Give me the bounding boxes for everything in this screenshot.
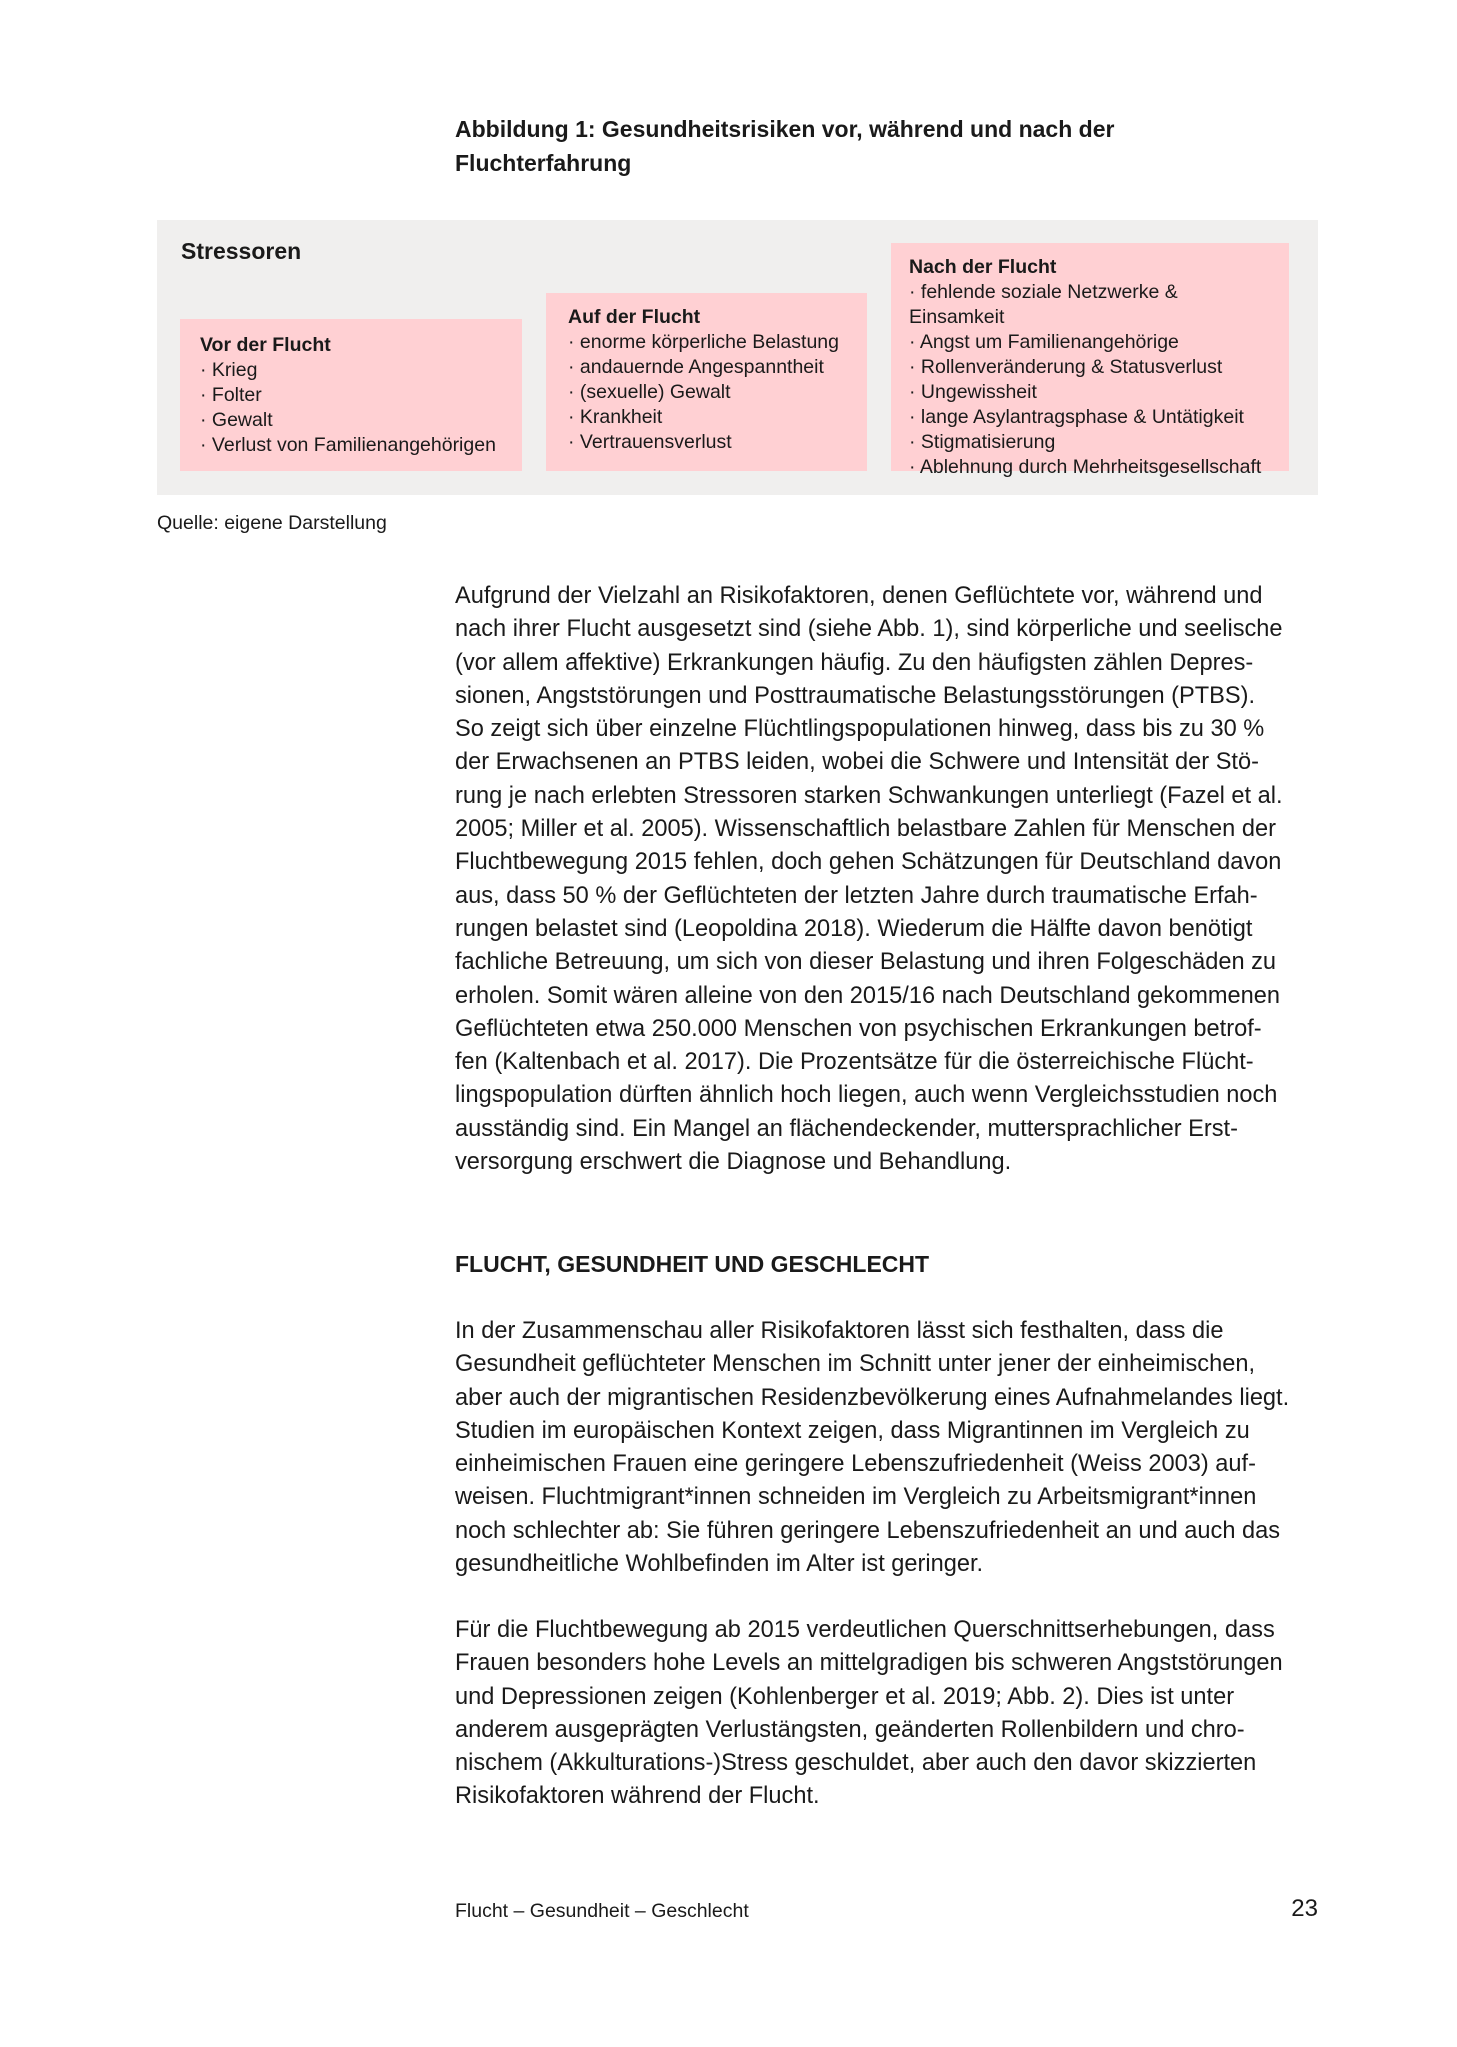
text-line: einheimischen Frauen eine geringere Lebenszufriedenheit (Weiss 2003) auf- <box>455 1451 1256 1478</box>
list-item: · Vertrauensverlust <box>568 430 847 455</box>
paragraph-1 <box>455 580 1325 1179</box>
text-line: (vor allem affektive) Erkrankungen häufig. Zu den häufigsten zählen Depres- <box>455 649 1254 676</box>
section-heading: FLUCHT, GESUNDHEIT UND GESCHLECHT <box>455 1251 930 1277</box>
list-item: · enorme körperliche Belastung <box>568 330 847 355</box>
running-footer: Flucht – Gesundheit – Geschlecht <box>455 1900 749 1922</box>
text-line: rungen belastet sind (Leopoldina 2018). Wiederum die Hälfte davon benötigt <box>455 915 1253 942</box>
paragraph-2 <box>455 1315 1325 1581</box>
text-line: fen (Kaltenbach et al. 2017). Die Prozentsätze für die österreichische Flücht- <box>455 1049 1254 1076</box>
text-line: Fluchtbewegung 2015 fehlen, doch gehen Schätzungen für Deutschland davon <box>455 849 1282 876</box>
text-line: gesundheitliche Wohlbefinden im Alter ist geringer. <box>455 1551 984 1578</box>
list-item: · Gewalt <box>200 408 502 433</box>
text-line: 2005; Miller et al. 2005). Wissenschaftlich belastbare Zahlen für Menschen der <box>455 816 1276 843</box>
text-line: weisen. Fluchtmigrant*innen schneiden im Vergleich zu Arbeitsmigrant*innen <box>455 1484 1257 1511</box>
figure-title <box>455 112 1215 180</box>
box-before-flight <box>180 319 522 471</box>
box-after-flight <box>891 243 1289 478</box>
stressor-list <box>200 358 502 458</box>
list-item: · andauernde Angespanntheit <box>568 355 847 380</box>
box-during-flight <box>546 293 867 471</box>
list-item: · Angst um Familienangehörige <box>909 330 1269 355</box>
stressor-list <box>568 330 847 455</box>
text-line: anderem ausgeprägten Verlustängsten, geänderten Rollenbildern und chro- <box>455 1716 1245 1743</box>
text-line: So zeigt sich über einzelne Flüchtlingspopulationen hinweg, dass bis zu 30 % <box>455 716 1265 743</box>
box-title: Auf der Flucht <box>568 306 701 328</box>
figure-heading: Stressoren <box>181 238 302 264</box>
text-line: aber auch der migrantischen Residenzbevölkerung eines Aufnahmelandes liegt. <box>455 1384 1290 1411</box>
box-title: Vor der Flucht <box>200 334 331 356</box>
list-item: · fehlende soziale Netzwerke & Einsamkeit <box>909 280 1269 330</box>
box-title: Nach der Flucht <box>909 256 1057 278</box>
text-line: Gesundheit geflüchteter Menschen im Schnitt unter jener der einheimischen, <box>455 1351 1256 1378</box>
list-item: · Stigmatisierung <box>909 430 1269 455</box>
text-line: Für die Fluchtbewegung ab 2015 verdeutlichen Querschnittserhebungen, dass <box>455 1617 1275 1643</box>
text-line: lingspopulation dürften ähnlich hoch liegen, auch wenn Vergleichsstudien noch <box>455 1082 1278 1109</box>
list-item: · (sexuelle) Gewalt <box>568 380 847 405</box>
text-line: fachliche Betreuung, um sich von dieser Belastung und ihren Folgeschäden zu <box>455 949 1277 976</box>
text-line: versorgung erschwert die Diagnose und Behandlung. <box>455 1149 1012 1176</box>
text-line: noch schlechter ab: Sie führen geringere Lebenszufriedenheit an und auch das <box>455 1517 1281 1544</box>
text-line: ausständig sind. Ein Mangel an flächendeckender, muttersprachlicher Erst- <box>455 1115 1238 1142</box>
text-line: der Erwachsenen an PTBS leiden, wobei die Schwere und Intensität der Stö- <box>455 749 1259 776</box>
text-line: erholen. Somit wären alleine von den 2015/16 nach Deutschland gekommenen <box>455 982 1281 1009</box>
text-line: sionen, Angststörungen und Posttraumatische Belastungsstörungen (PTBS). <box>455 682 1256 709</box>
paragraph-3 <box>455 1614 1325 1814</box>
list-item: · Krankheit <box>568 405 847 430</box>
text-line: nischem (Akkulturations-)Stress geschuldet, aber auch den davor skizzierten <box>455 1750 1257 1777</box>
text-line: Geflüchteten etwa 250.000 Menschen von psychischen Erkrankungen betrof- <box>455 1015 1262 1042</box>
page-number: 23 <box>1291 1895 1318 1922</box>
list-item: · Folter <box>200 383 502 408</box>
figure-source: Quelle: eigene Darstellung <box>157 512 387 534</box>
text-line: Studien im europäischen Kontext zeigen, dass Migrantinnen im Vergleich zu <box>455 1417 1250 1444</box>
stressor-list <box>909 280 1269 480</box>
text-line: Frauen besonders hohe Levels an mittelgradigen bis schweren Angststörungen <box>455 1650 1283 1677</box>
text-line: aus, dass 50 % der Geflüchteten der letzten Jahre durch traumatische Erfah- <box>455 882 1258 909</box>
text-line: Aufgrund der Vielzahl an Risikofaktoren, denen Geflüchtete vor, während und <box>455 583 1263 609</box>
figure-title-line-1: Abbildung 1: Gesundheitsrisiken vor, während und nach der <box>455 116 1115 142</box>
text-line: Risikofaktoren während der Flucht. <box>455 1783 820 1810</box>
list-item: · lange Asylantragsphase & Untätigkeit <box>909 405 1269 430</box>
list-item: · Verlust von Familienangehörigen <box>200 433 502 458</box>
list-item: · Ungewissheit <box>909 380 1269 405</box>
figure-title-line-2: Fluchterfahrung <box>455 150 632 176</box>
text-line: rung je nach erlebten Stressoren starken Schwankungen unterliegt (Fazel et al. <box>455 782 1283 809</box>
text-line: nach ihrer Flucht ausgesetzt sind (siehe Abb. 1), sind körperliche und seelische <box>455 616 1283 643</box>
list-item: · Krieg <box>200 358 502 383</box>
list-item: · Rollenveränderung & Statusverlust <box>909 355 1269 380</box>
list-item: · Ablehnung durch Mehrheitsgesellschaft <box>909 455 1269 480</box>
stressor-figure <box>157 220 1318 495</box>
text-line: und Depressionen zeigen (Kohlenberger et al. 2019; Abb. 2). Dies ist unter <box>455 1683 1235 1710</box>
text-line: In der Zusammenschau aller Risikofaktoren lässt sich festhalten, dass die <box>455 1318 1224 1344</box>
